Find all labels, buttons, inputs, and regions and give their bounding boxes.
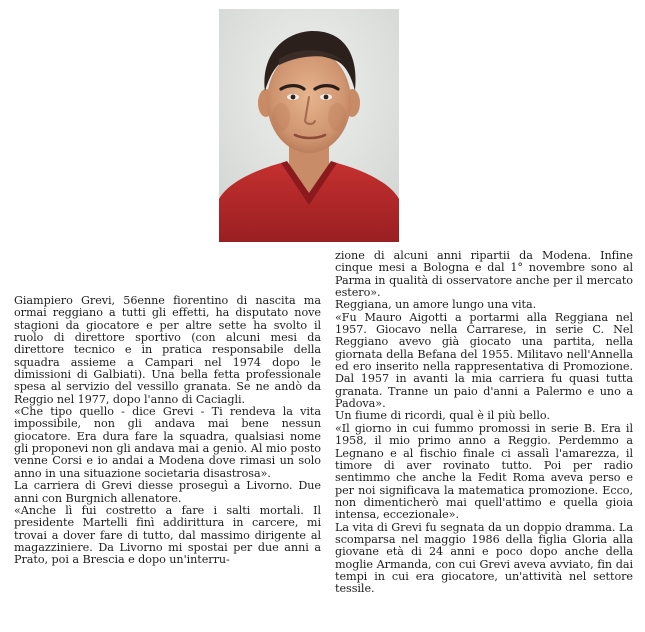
article-paragraph: «Fu Mauro Aigotti a portarmi alla Reggiana nel 1957. Giocavo nella Carrarese, in serie C. Nel Reggiano avevo già giocato una partita, nella giornata della Befana del 1955. Militavo nell'Annella ed ero inserito nella rappresentativa di Promozione. Dal 1957 in avanti la mia carriera fu quasi tutta granata. Tranne un paio d'anni a Palermo e uno a Padova».: [335, 310, 633, 411]
article-right-column: [335, 250, 633, 596]
article-left-column: [14, 295, 321, 567]
article-paragraph: zione di alcuni anni ripartii da Modena. Infine cinque mesi a Bologna e dal 1° novembre sono al Parma in qualità di osservatore anche per il mercato estero».: [335, 249, 633, 300]
article-paragraph: «Il giorno in cui fummo promossi in serie B. Era il 1958, il mio primo anno a Reggio. Perdemmo a Legnano e al fischio finale ci assalì l'amarezza, il timore di aver rovinato tutto. Poi per radio sentimmo che anche la Fedit Roma aveva perso e per noi significava la matematica promozione. Ecco, non dimenticherò mai quell'attimo e quella gioia intensa, eccezionale».: [335, 421, 633, 522]
portrait-photo: [219, 9, 399, 242]
article-paragraph: La carriera di Grevi diesse proseguì a Livorno. Due anni con Burgnich allenatore.: [14, 479, 321, 505]
article-paragraph: «Che tipo quello - dice Grevi - Ti rendeva la vita impossibile, non gli andava mai bene nessun giocatore. Era dura fare la squadra, qualsiasi nome gli proponevi non gli andava mai a genio. Al mio posto venne Corsi e io andai a Modena dove rimasi un solo anno in una situazione societaria disastrosa».: [14, 405, 321, 480]
article-paragraph: Giampiero Grevi, 56enne fiorentino di nascita ma ormai reggiano a tutti gli effetti, ha disputato nove stagioni da giocatore e per altre sette ha svolto il ruolo di direttore sportivo (con alcuni mesi da direttore tecnico e in pratica responsabile della squadra assieme a Campari nel 1974 dopo le dimissioni di Galbiati). Una bella fetta professionale spesa al servizio del vessillo granata. Se ne andò da Reggio nel 1977, dopo l'anno di Caciagli.: [14, 294, 321, 406]
article-paragraph: La vita di Grevi fu segnata da un doppio dramma. La scomparsa nel maggio 1986 della figlia Gloria alla giovane età di 24 anni e poco dopo anche della moglie Armanda, con cui Grevi aveva avviato, fin dai tempi in cui era giocatore, un'attività nel settore tessile.: [335, 520, 633, 596]
article-paragraph: Un fiume di ricordi, qual è il più bello.: [335, 409, 550, 423]
portrait-illustration: [219, 9, 399, 242]
article-paragraph: «Anche lì fui costretto a fare i salti mortali. Il presidente Martelli finì addirittura in carcere, mi trovai a dover fare di tutto, dal massimo dirigente al magazziniere. Da Livorno mi spostai per due anni a Prato, poi a Brescia e dopo un'interru-: [14, 503, 321, 567]
article-paragraph: Reggiana, un amore lungo una vita.: [335, 298, 537, 312]
